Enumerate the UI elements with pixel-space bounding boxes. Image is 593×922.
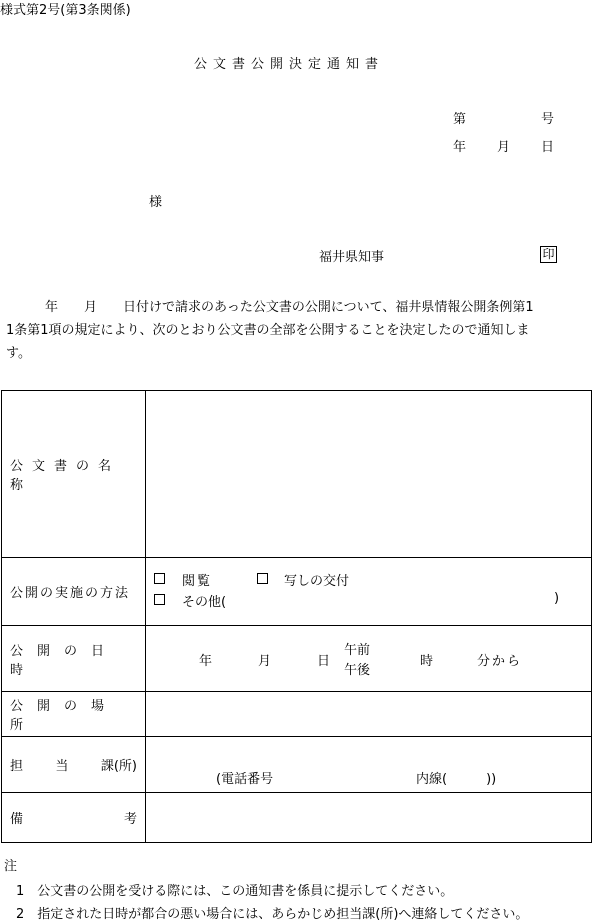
body-line-1: 年 月 日付けで請求のあった公文書の公開について、福井県情報公開条例第1 — [6, 300, 534, 315]
row-remarks — [2, 793, 592, 843]
option-other-close: ) — [554, 590, 560, 606]
checkbox-other[interactable] — [154, 593, 165, 608]
option-copy: 写しの交付 — [284, 573, 350, 589]
row-department — [2, 737, 592, 793]
department-label — [2, 755, 145, 774]
option-inspection: 閲覧 — [182, 573, 213, 589]
place-label-cell — [2, 692, 146, 737]
page-title: 公文書公開決定通知書 — [194, 57, 385, 72]
date-year: 年 — [453, 140, 467, 155]
extension-label: 内線( )) — [416, 771, 497, 787]
note-1: 1 公文書の公開を受ける際には、この通知書を係員に提示してください。 — [16, 884, 454, 899]
note-2: 2 指定された日時が都合の悪い場合には、あらかじめ担当課(所)へ連絡してください。 — [16, 907, 529, 922]
place-label: 公開の場所 — [10, 699, 119, 733]
place-value[interactable] — [146, 692, 592, 737]
remarks-label-part-b: 考 — [123, 812, 137, 827]
option-other: その他( — [182, 594, 227, 610]
remarks-label-part-a: 備 — [10, 812, 24, 827]
department-label-cell — [2, 737, 146, 793]
dt-minute: 分から — [477, 653, 523, 669]
checkbox-icon — [154, 573, 165, 584]
row-datetime — [2, 626, 592, 692]
checkbox-inspection[interactable] — [154, 572, 165, 587]
body-text — [6, 296, 591, 365]
document-name-label-cell — [2, 391, 146, 558]
document-name-label: 公文書の名称 — [10, 459, 121, 493]
row-document-name — [2, 391, 592, 558]
seal-mark: 印 — [540, 246, 557, 263]
remarks-label-cell — [2, 793, 146, 843]
issuer-name: 福井県知事 — [319, 250, 385, 265]
disclosure-table — [1, 390, 592, 843]
form-id: 様式第2号(第3条関係) — [0, 3, 131, 18]
remarks-label — [2, 808, 145, 827]
body-line-2: 1条第1項の規定により、次のとおり公文書の全部を公開することを決定したので通知しま — [6, 323, 530, 338]
dt-year: 年 — [199, 653, 213, 669]
dt-day: 日 — [317, 653, 331, 669]
datetime-label: 公開の日時 — [10, 643, 119, 678]
dept-label-part-b: 当 — [55, 759, 69, 774]
phone-label: (電話番号 — [216, 771, 274, 787]
method-label-cell — [2, 558, 146, 626]
row-place — [2, 692, 592, 737]
remarks-value[interactable] — [146, 793, 592, 843]
notes-header: 注 — [4, 859, 18, 874]
body-line-3: す。 — [6, 346, 31, 361]
dt-am: 午前 — [344, 642, 371, 658]
date-day: 日 — [541, 140, 555, 155]
checkbox-icon — [257, 573, 268, 584]
department-value — [146, 737, 592, 793]
datetime-value — [146, 626, 592, 692]
dt-month: 月 — [258, 653, 272, 669]
doc-number-prefix: 第 — [453, 112, 467, 127]
dt-pm: 午後 — [344, 662, 371, 678]
dept-label-part-c: 課(所) — [100, 759, 137, 774]
checkbox-icon — [154, 594, 165, 605]
datetime-label-cell — [2, 626, 146, 692]
date-month: 月 — [497, 140, 511, 155]
checkbox-copy[interactable] — [257, 572, 268, 587]
dept-label-part-a: 担 — [10, 759, 24, 774]
method-value — [146, 558, 592, 626]
method-label: 公開の実施の方法 — [10, 586, 131, 601]
doc-number-suffix: 号 — [541, 112, 555, 127]
addressee-suffix: 様 — [149, 195, 163, 210]
document-name-value[interactable] — [146, 391, 592, 558]
dt-hour: 時 — [420, 653, 434, 669]
row-method — [2, 558, 592, 626]
